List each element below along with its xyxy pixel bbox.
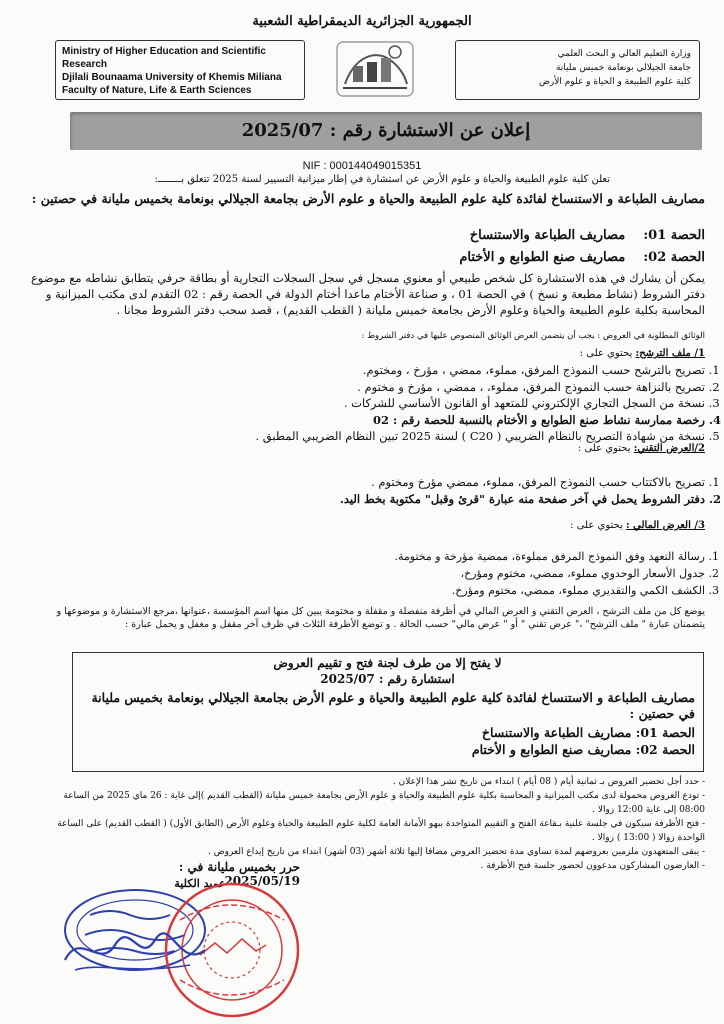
note-item: - يبقى المتعهدون ملزمين بعروضهم لمدة تساوي مدة تحضير العروض مضافا إليها ثلاثة أشهر (03 أشهر) ابتداء من تاريخ إيداع العروض . <box>208 847 705 857</box>
note-item: - حدد أجل تحضير العروض بـ ثمانية أيام ( 08 أيام ) ابتداء من تاريخ نشر هذا الإعلان . <box>392 777 705 787</box>
section-1-heading <box>300 348 705 359</box>
list-item: 3. الكشف الكمي والتقديري مملوء، ممضي، مختوم ومؤرخ. <box>200 582 705 599</box>
note-item: - العارضون المشاركون مدعوون لحضور جلسة فتح الأظرفة . <box>480 861 705 871</box>
required-documents-note: الوثائق المطلوبة في العروض : يجب أن يتضمن العرض الوثائق المنصوص عليها في دفتر الشروط : <box>361 331 705 341</box>
university-logo <box>335 36 415 102</box>
place-and-date: حرر بخميس مليانة في : 2025/05/19 <box>178 860 300 888</box>
lot-2 <box>300 250 705 265</box>
university-line: Djilali Bounaama University of Khemis Miliana <box>62 72 282 83</box>
republic-header: الجمهورية الجزائرية الديمقراطية الشعبية <box>252 14 472 29</box>
packaging-instructions: يوضع كل من ملف الترشح ، العرض التقني و العرض المالي في أظرفة منفصلة و مقفلة و مختومة يبين كل منها اسم المؤسسة ،عنوانها ،مرجع الاستشارة و موضوعها و يتضمنان عبارة " ملف الترشح" ،" عرض تقني " أو " عرض مالي" حسب الحالة . و توضع الأظرفة الثلاث في ظرف آخر مقفل و مغفل و يحمل عبارة : <box>56 606 705 630</box>
envelope-lot-1: الحصة 01: مصاريف الطباعة والاستنساخ <box>481 725 695 740</box>
section-3-heading <box>300 520 705 531</box>
list-item: 2. دفتر الشروط يحمل في آخر صفحة منه عبارة "قرئ وقبل" مكتوبة بخط اليد. <box>120 491 705 508</box>
list-item: 5. نسخة من شهادة التصريح بالنظام الضريبي ( C20 ) لسنة 2025 تبين النظام الضريبي المطبق . <box>120 428 705 445</box>
handwritten-signature <box>60 920 210 980</box>
section-1-list <box>120 362 724 445</box>
list-item: 3. نسخة من السجل التجاري الإلكتروني للمتعهد أو القانون الأساسي للشركات . <box>120 395 705 412</box>
lot-2-text: مصاريف صنع الطوابع و الأختام <box>459 250 626 265</box>
faculty-line: Faculty of Nature, Life & Earth Sciences <box>62 85 252 96</box>
ministry-box-arabic <box>455 40 700 100</box>
section-1-suffix: يحتوي على : <box>579 348 636 359</box>
list-item: 1. رسالة التعهد وفق النموذج المرفق مملوءة، ممضية مؤرخة و مختومة. <box>200 548 705 565</box>
note-item: - تودع العروض محمولة لدى مكتب الميزانية و المحاسبة بكلية علوم الطبيعة والحياة و علوم الأرض بجامعة خميس مليانة (القطب القديم )إلى غاية : 26 ماي 2025 من الساعة 08:00 إلى غاية 12:00 زوالا . <box>63 791 705 815</box>
section-2-heading <box>300 443 705 454</box>
lot-1 <box>300 228 705 243</box>
consultation-subject: مصاريف الطباعة و الاستنساخ لفائدة كلية علوم الطبيعة والحياة و علوم الأرض بجامعة الجيلالي بونعامة بخميس مليانة في حصتين : <box>31 191 705 206</box>
section-3-suffix: يحتوي على : <box>570 520 626 531</box>
section-2-list <box>120 474 724 507</box>
envelope-line-1: لا يفتح إلا من طرف لجنة فتح و تقييم العروض <box>273 656 502 670</box>
list-item: 1. تصريح بالترشح حسب النموذج المرفق، مملوء، ممضي ، مؤرخ ، ومختوم. <box>120 362 705 379</box>
nif-number: NIF : 000144049015351 <box>302 160 422 172</box>
list-item: 4. رخصة ممارسة نشاط صنع الطوابع و الأختام بالنسبة للحصة رقم : 02 <box>120 412 705 429</box>
section-2-title: 2/العرض التقني: <box>633 443 705 454</box>
ministry-box-english <box>55 40 305 100</box>
envelope-subject: مصاريف الطباعة و الاستنساخ لفائدة كلية علوم الطبيعة والحياة و علوم الأرض بجامعة الجيلالي بونعامة بخميس مليانة في حصتين : <box>91 690 695 721</box>
note-item: - فتح الأظرفة سيكون في جلسة علنية بـقاعة الفتح و التقييم المتواجدة ببهو الأمانة العامة لكلية علوم الطبيعة والحياة وعلوم الأرض (الطابق الأول) ( القطب القديم) على الساعة الواحدة زوالا ( 13:00 ) زوالا . <box>57 819 705 843</box>
list-item: 2. تصريح بالنزاهة حسب النموذج المرفق، مملوء، ، ممضي ، مؤرخ و مختوم . <box>120 379 705 396</box>
terms-notes <box>40 775 705 873</box>
dean-title: عميد الكلية <box>174 877 226 890</box>
ministry-line-ar: وزارة التعليم العالي و البحث العلمي <box>557 49 691 59</box>
lot-1-text: مصاريف الطباعة والاستنساخ <box>469 228 626 243</box>
faculty-line-ar: كلية علوم الطبيعة و الحياة و علوم الأرض <box>539 77 691 87</box>
envelope-line-2: استشارة رقم : 2025/07 <box>320 672 455 686</box>
section-3-list <box>200 548 724 599</box>
section-1-title: 1/ ملف الترشح: <box>635 348 705 359</box>
announcement-title: إعلان عن الاستشارة رقم : 2025/07 <box>241 120 531 141</box>
list-item: 2. جدول الأسعار الوحدوي مملوء، ممضي، مختوم ومؤرخ، <box>200 565 705 582</box>
envelope-lot-2: الحصة 02: مصاريف صنع الطوابع و الأختام <box>471 742 695 757</box>
eligibility-paragraph: يمكن أن يشارك في هذه الاستشارة كل شخص طبيعي أو معنوي مسجل في سجل السجلات التجارية أو بطاقة حرفي يتطابق نشاطه مع موضوع دفتر الشروط (نشاط مطبعة و نسخ ) في الحصة 01 ، و صناعة الأختام ماعدا أختام الدولة في الحصة رقم : 02 التقدم لدى مكتب الميزانية و المحاسبة بكلية علوم الطبيعة والحياة وعلوم الأرض بجامعة خميس مليانة ( القطب القديم) ، قصد سحب دفتر الشروط مجانا . <box>30 271 705 317</box>
section-2-suffix: يحتوي على : <box>577 443 634 454</box>
intro-text: تعلن كلية علوم الطبيعة والحياة و علوم الأرض عن استشارة في إطار ميزانية التسيير لسنة 2025 تتعلق بــــــــ: <box>154 174 610 185</box>
section-3-title: 3/ العرض المالي : <box>625 520 705 531</box>
list-item: 1. تصريح بالاكتتاب حسب النموذج المرفق، مملوء، ممضي مؤرخ ومختوم . <box>120 474 705 491</box>
lot-1-label: الحصة 01: <box>643 228 705 243</box>
lot-2-label: الحصة 02: <box>643 250 705 265</box>
university-line-ar: جامعة الجيلالي بونعامة خميس مليانة <box>555 63 691 73</box>
ministry-line: Ministry of Higher Education and Scientific Research <box>62 46 266 70</box>
